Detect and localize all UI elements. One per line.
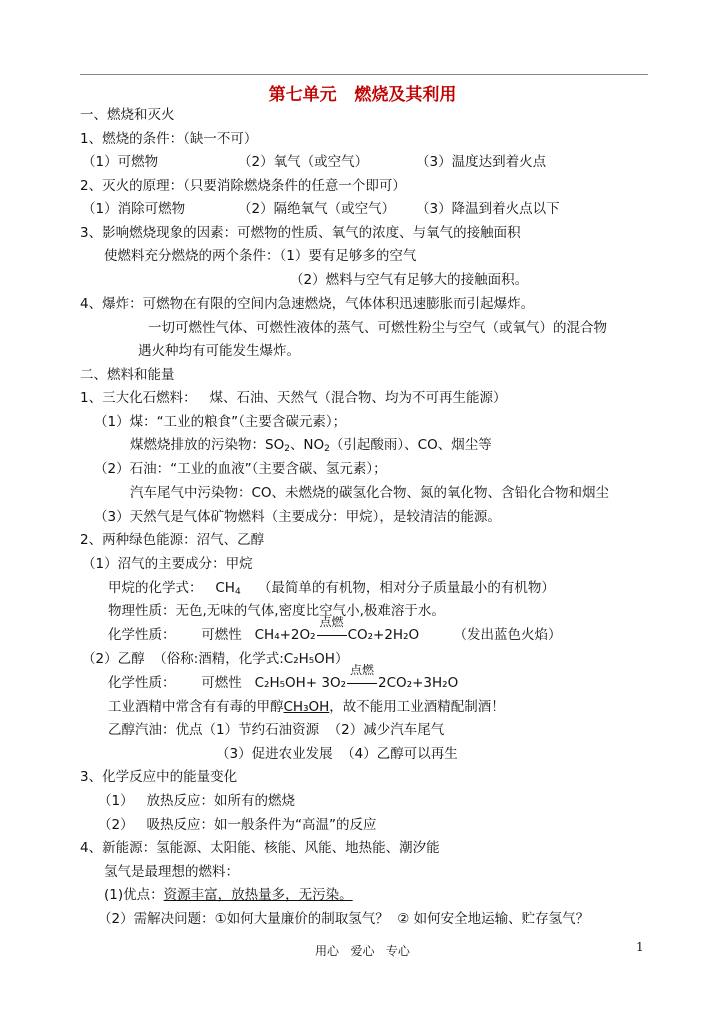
paragraph: 甲烷的化学式： $CH_4$ （最简单的有机物，相对分子质量最小的有机物）: [108, 580, 555, 597]
paragraph: （2）石油：“工业的血液”（主要含碳、氢元素）；: [94, 461, 387, 477]
paragraph: 2、灭火的原理：（只要消除燃烧条件的任意一个即可）: [80, 178, 406, 194]
paragraph: （3）天然气是气体矿物燃料（主要成分：甲烷），是较清洁的能源。: [94, 509, 501, 525]
paragraph: （2） 吸热反应：如一般条件为“高温”的反应: [98, 817, 377, 833]
section-heading-1: 一、燃烧和灭火: [80, 107, 175, 123]
paragraph: （1） 放热反应：如所有的燃烧: [98, 793, 295, 809]
paragraph: 3、化学反应中的能量变化: [80, 769, 238, 785]
paragraph: 4、新能源：氢能源、太阳能、核能、风能、地热能、潮汐能: [80, 840, 440, 856]
paragraph: 一切可燃性气体、可燃性液体的蒸气、可燃性粉尘与空气（或氧气）的混合物: [148, 320, 607, 336]
paragraph: （2）燃料与空气有足够大的接触面积。: [290, 272, 529, 288]
section-heading-2: 二、燃料和能量: [80, 367, 175, 383]
chemical-equation-methane: 化学性质： 可燃性 CH₄+2O₂ 点燃 CO₂+2H₂O （发出蓝色火焰）: [108, 615, 562, 643]
reaction-condition: 点燃: [350, 663, 375, 677]
paragraph: （1）沼气的主要成分：甲烷: [82, 556, 253, 572]
list-item: （3）温度达到着火点: [416, 154, 547, 170]
paragraph: 使燃料充分燃烧的两个条件：（1）要有足够多的空气: [104, 248, 417, 264]
list-item: （2）氧气（或空气）: [238, 154, 369, 170]
list-item: （2）隔绝氧气（或空气）: [238, 201, 396, 217]
paragraph: （1）煤：“工业的粮食”（主要含碳元素）；: [94, 414, 347, 430]
paragraph: (1)优点：资源丰富，放热量多，无污染。: [104, 887, 353, 903]
page-title: 第七单元 燃烧及其利用: [268, 85, 457, 105]
list-item: （1）消除可燃物: [82, 201, 186, 217]
paragraph: 遇火种均有可能发生爆炸。: [138, 343, 300, 359]
paragraph: 物理性质：无色,无味的气体,密度比空气小,极难溶于水。: [108, 603, 445, 619]
paragraph: 煤燃烧排放的污染物：$SO_2$、$NO_2$（引起酸雨）、CO、烟尘等: [130, 437, 492, 454]
paragraph: 工业酒精中常含有有毒的甲醇CH₃OH，故不能用工业酒精配制酒！: [108, 699, 505, 715]
reaction-condition: 点燃: [319, 615, 344, 629]
list-item: （3）降温到着火点以下: [416, 201, 560, 217]
paragraph: （2）需解决问题：①如何大量廉价的制取氢气？ ② 如何安全地运输、贮存氢气？: [98, 911, 590, 927]
paragraph: 1、三大化石燃料： 煤、石油、天然气（混合物、均为不可再生能源）: [80, 390, 507, 406]
paragraph: （3）促进农业发展 （4）乙醇可以再生: [216, 746, 458, 762]
paragraph: 3、影响燃烧现象的因素：可燃物的性质、氧气的浓度、与氧气的接触面积: [80, 225, 521, 241]
paragraph: 乙醇汽油：优点（1）节约石油资源 （2）减少汽车尾气: [108, 722, 445, 738]
paragraph: （2）乙醇 （俗称:酒精，化学式:C₂H₅OH）: [82, 651, 349, 667]
chemical-equation-ethanol: 化学性质： 可燃性 C₂H₅OH+ 3O₂ 点燃 2CO₂+3H₂O: [108, 663, 459, 691]
paragraph: 1、燃烧的条件：（缺一不可）: [80, 131, 258, 147]
header-rule: [80, 74, 648, 75]
paragraph: 2、两种绿色能源：沼气、乙醇: [80, 532, 265, 548]
paragraph: 氢气是最理想的燃料：: [104, 864, 239, 880]
page-footer: 用心 爱心 专心: [315, 944, 410, 958]
list-item: （1）可燃物: [82, 154, 159, 170]
paragraph: 汽车尾气中污染物：CO、未燃烧的碳氢化合物、氮的氧化物、含铅化合物和烟尘: [130, 485, 610, 501]
paragraph: 4、爆炸：可燃物在有限的空间内急速燃烧，气体体积迅速膨胀而引起爆炸。: [80, 296, 535, 312]
page-number: 1: [636, 940, 644, 954]
